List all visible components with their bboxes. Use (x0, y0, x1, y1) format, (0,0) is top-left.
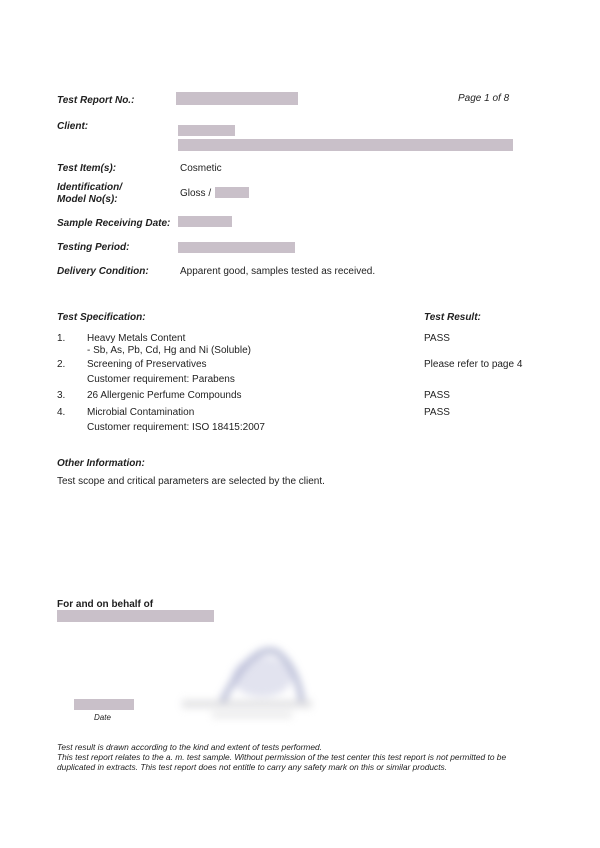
on-behalf-label: For and on behalf of (57, 599, 154, 610)
delivery-condition-label: Delivery Condition: (57, 266, 149, 277)
spec-item-2-num: 2. (57, 359, 66, 370)
other-info-heading: Other Information: (57, 458, 145, 469)
report-no-redaction (176, 92, 298, 105)
date-redaction (74, 699, 134, 710)
footer-line-2: This test report relates to the a. m. test sample. Without permission of the test center this test report is not permitted to be (57, 752, 507, 762)
model-no-redaction (215, 187, 249, 198)
report-no-label: Test Report No.: (57, 95, 135, 106)
testing-period-redaction (178, 242, 295, 253)
date-label: Date (94, 713, 111, 722)
identification-label-1: Identification/ (57, 182, 122, 193)
other-info-text: Test scope and critical parameters are selected by the client. (57, 476, 325, 487)
delivery-condition-value: Apparent good, samples tested as received. (180, 266, 376, 277)
identification-label-2: Model No(s): (57, 194, 118, 205)
spec-item-1-result: PASS (424, 333, 450, 344)
spec-item-4-result: PASS (424, 407, 450, 418)
client-label: Client: (57, 121, 89, 132)
test-spec-heading: Test Specification: (57, 312, 146, 323)
spec-item-1-num: 1. (57, 333, 66, 344)
company-name-redaction (57, 610, 214, 622)
spec-item-4-line1: Microbial Contamination (87, 407, 195, 418)
sample-receiving-label: Sample Receiving Date: (57, 218, 171, 229)
spec-item-4-num: 4. (57, 407, 66, 418)
testing-period-label: Testing Period: (57, 242, 130, 253)
client-name-redaction (178, 125, 235, 136)
test-item-value: Cosmetic (180, 163, 222, 174)
test-item-label: Test Item(s): (57, 163, 117, 174)
footer-line-1: Test result is drawn according to the kind and extent of tests performed. (57, 742, 323, 752)
page-indicator: Page 1 of 8 (458, 93, 510, 104)
client-address-redaction (178, 139, 513, 151)
spec-item-3-line1: 26 Allergenic Perfume Compounds (87, 390, 242, 401)
footer-disclaimer (57, 742, 577, 772)
spec-item-4-line2: Customer requirement: ISO 18415:2007 (87, 422, 265, 433)
spec-item-3-result: PASS (424, 390, 450, 401)
spec-item-1-line2: - Sb, As, Pb, Cd, Hg and Ni (Soluble) (87, 345, 251, 356)
sample-date-redaction (178, 216, 232, 227)
identification-value: Gloss / (180, 188, 212, 199)
test-result-heading: Test Result: (424, 312, 481, 323)
spec-item-2-result: Please refer to page 4 (424, 359, 523, 370)
spec-item-2-line1: Screening of Preservatives (87, 359, 207, 370)
footer-line-3: duplicated in extracts. This test report does not entitle to carry any safety mark on this or similar products. (57, 762, 448, 772)
spec-item-1-line1: Heavy Metals Content (87, 333, 186, 344)
blurred-stamp (182, 632, 332, 722)
spec-item-2-line2: Customer requirement: Parabens (87, 374, 235, 385)
spec-item-3-num: 3. (57, 390, 66, 401)
